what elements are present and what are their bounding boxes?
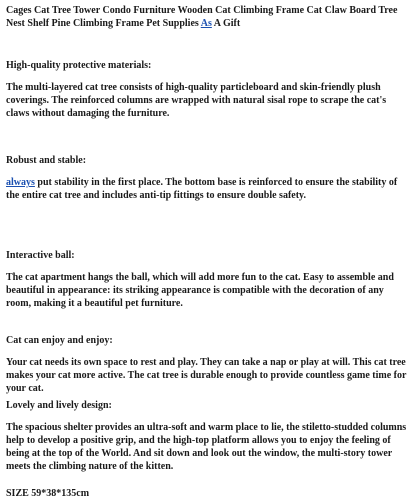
section-body-text: put stability in the first place. The bottom base is reinforced to ensure the stability of the entire cat tree and includes anti-tip fittings to ensure double safety. xyxy=(6,177,398,201)
section-body: The multi-layered cat tree consists of high-quality particleboard and skin-friendly plush coverings. The reinforced columns are wrapped with natural sisal rope to scrape the cat's claws without damaging the furniture. xyxy=(6,82,387,119)
section-body: Your cat needs its own space to rest and play. They can take a nap or play at will. This cat tree makes your cat more active. The cat tree is durable enough to provide countless game time for your cat. xyxy=(6,357,407,394)
product-title xyxy=(6,4,410,30)
section-heading: Cat can enjoy and enjoy: xyxy=(6,335,113,346)
section-body: The spacious shelter provides an ultra-soft and warm place to lie, the stiletto-studded columns help to develop a positive grip, and the high-top platform allows you to enjoy the feeling of being at the top of the World. And sit down and look out the window, the multi-story tower meets the climbing nature of the kitten. xyxy=(6,422,407,472)
section-heading: Robust and stable: xyxy=(6,155,87,166)
product-description xyxy=(6,4,410,499)
section-body xyxy=(6,176,410,202)
section-body-link[interactable]: always xyxy=(6,177,35,188)
section-heading: Interactive ball: xyxy=(6,250,75,261)
section-stability xyxy=(6,154,410,202)
size-spec: SIZE 59*38*135cm xyxy=(6,488,90,499)
section-heading: High-quality protective materials: xyxy=(6,60,152,71)
section-design xyxy=(6,399,410,473)
section-enjoy xyxy=(6,334,410,395)
section-heading: Lovely and lively design: xyxy=(6,400,112,411)
product-title-tail: A Gift xyxy=(211,18,241,29)
product-title-link[interactable]: As xyxy=(200,18,212,29)
section-body: The cat apartment hangs the ball, which will add more fun to the cat. Easy to assemble and beautiful in appearance: its striking appearance is compatible with the decoration of any room, making it a beautiful pet furniture. xyxy=(6,272,394,309)
section-materials xyxy=(6,59,410,120)
product-title-text: Cages Cat Tree Tower Condo Furniture Wooden Cat Climbing Frame Cat Claw Board Tree Nest Shelf Pine Climbing Frame Pet Supplies xyxy=(6,5,398,29)
section-interactive-ball xyxy=(6,249,410,310)
